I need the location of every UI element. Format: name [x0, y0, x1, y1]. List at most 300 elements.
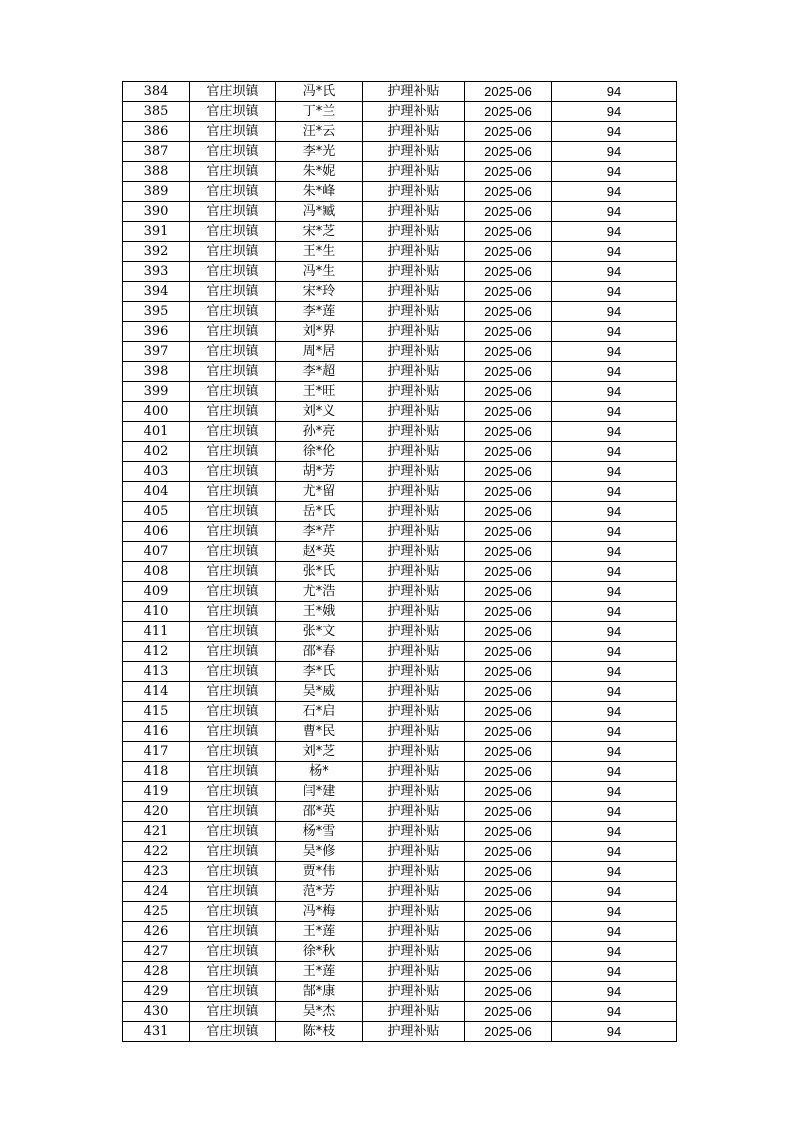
row-number-cell: 405: [123, 502, 190, 522]
table-row: [123, 402, 677, 422]
amount-cell: 94: [552, 882, 677, 902]
name-cell: 李*莲: [276, 302, 363, 322]
subsidy-type-cell: 护理补贴: [363, 762, 465, 782]
subsidy-type-cell: 护理补贴: [363, 382, 465, 402]
name-cell: 朱*峰: [276, 182, 363, 202]
subsidy-type-cell: 护理补贴: [363, 922, 465, 942]
month-cell: 2025-06: [465, 342, 552, 362]
subsidy-type-cell: 护理补贴: [363, 902, 465, 922]
name-cell: 朱*妮: [276, 162, 363, 182]
name-cell: 吴*修: [276, 842, 363, 862]
month-cell: 2025-06: [465, 202, 552, 222]
table-row: [123, 142, 677, 162]
month-cell: 2025-06: [465, 702, 552, 722]
name-cell: 周*居: [276, 342, 363, 362]
amount-cell: 94: [552, 462, 677, 482]
name-cell: 冯*生: [276, 262, 363, 282]
amount-cell: 94: [552, 102, 677, 122]
town-cell: 官庄坝镇: [190, 542, 276, 562]
row-number-cell: 390: [123, 202, 190, 222]
month-cell: 2025-06: [465, 1002, 552, 1022]
row-number-cell: 401: [123, 422, 190, 442]
subsidy-type-cell: 护理补贴: [363, 662, 465, 682]
row-number-cell: 385: [123, 102, 190, 122]
subsidy-type-cell: 护理补贴: [363, 422, 465, 442]
subsidy-type-cell: 护理补贴: [363, 962, 465, 982]
subsidy-type-cell: 护理补贴: [363, 442, 465, 462]
subsidy-type-cell: 护理补贴: [363, 642, 465, 662]
name-cell: 冯*臧: [276, 202, 363, 222]
amount-cell: 94: [552, 242, 677, 262]
row-number-cell: 404: [123, 482, 190, 502]
table-row: [123, 922, 677, 942]
name-cell: 冯*氏: [276, 82, 363, 102]
subsidy-type-cell: 护理补贴: [363, 822, 465, 842]
month-cell: 2025-06: [465, 382, 552, 402]
subsidy-type-cell: 护理补贴: [363, 202, 465, 222]
amount-cell: 94: [552, 342, 677, 362]
month-cell: 2025-06: [465, 522, 552, 542]
table-row: [123, 902, 677, 922]
name-cell: 宋*玲: [276, 282, 363, 302]
name-cell: 岳*氏: [276, 502, 363, 522]
subsidy-type-cell: 护理补贴: [363, 282, 465, 302]
name-cell: 曹*民: [276, 722, 363, 742]
subsidy-type-cell: 护理补贴: [363, 322, 465, 342]
table-row: [123, 842, 677, 862]
name-cell: 张*文: [276, 622, 363, 642]
amount-cell: 94: [552, 642, 677, 662]
row-number-cell: 431: [123, 1022, 190, 1042]
table-row: [123, 862, 677, 882]
town-cell: 官庄坝镇: [190, 442, 276, 462]
row-number-cell: 420: [123, 802, 190, 822]
name-cell: 刘*界: [276, 322, 363, 342]
name-cell: 陈*枝: [276, 1022, 363, 1042]
amount-cell: 94: [552, 202, 677, 222]
table-row: [123, 382, 677, 402]
subsidy-type-cell: 护理补贴: [363, 722, 465, 742]
name-cell: 尤*浩: [276, 582, 363, 602]
name-cell: 尤*留: [276, 482, 363, 502]
town-cell: 官庄坝镇: [190, 882, 276, 902]
month-cell: 2025-06: [465, 902, 552, 922]
town-cell: 官庄坝镇: [190, 302, 276, 322]
town-cell: 官庄坝镇: [190, 122, 276, 142]
name-cell: 赵*英: [276, 542, 363, 562]
subsidy-type-cell: 护理补贴: [363, 882, 465, 902]
amount-cell: 94: [552, 582, 677, 602]
month-cell: 2025-06: [465, 662, 552, 682]
row-number-cell: 396: [123, 322, 190, 342]
amount-cell: 94: [552, 962, 677, 982]
name-cell: 王*莲: [276, 922, 363, 942]
row-number-cell: 392: [123, 242, 190, 262]
month-cell: 2025-06: [465, 502, 552, 522]
amount-cell: 94: [552, 562, 677, 582]
town-cell: 官庄坝镇: [190, 662, 276, 682]
table-row: [123, 662, 677, 682]
amount-cell: 94: [552, 702, 677, 722]
table-row: [123, 582, 677, 602]
name-cell: 宋*芝: [276, 222, 363, 242]
month-cell: 2025-06: [465, 602, 552, 622]
table-row: [123, 642, 677, 662]
row-number-cell: 412: [123, 642, 190, 662]
name-cell: 邵*英: [276, 802, 363, 822]
amount-cell: 94: [552, 742, 677, 762]
amount-cell: 94: [552, 942, 677, 962]
row-number-cell: 419: [123, 782, 190, 802]
subsidy-type-cell: 护理补贴: [363, 402, 465, 422]
town-cell: 官庄坝镇: [190, 682, 276, 702]
town-cell: 官庄坝镇: [190, 262, 276, 282]
name-cell: 吴*威: [276, 682, 363, 702]
row-number-cell: 389: [123, 182, 190, 202]
town-cell: 官庄坝镇: [190, 222, 276, 242]
subsidy-type-cell: 护理补贴: [363, 1002, 465, 1022]
table-row: [123, 702, 677, 722]
table-row: [123, 722, 677, 742]
row-number-cell: 393: [123, 262, 190, 282]
row-number-cell: 428: [123, 962, 190, 982]
month-cell: 2025-06: [465, 782, 552, 802]
name-cell: 李*氏: [276, 662, 363, 682]
row-number-cell: 394: [123, 282, 190, 302]
town-cell: 官庄坝镇: [190, 562, 276, 582]
town-cell: 官庄坝镇: [190, 742, 276, 762]
subsidy-type-cell: 护理补贴: [363, 742, 465, 762]
row-number-cell: 388: [123, 162, 190, 182]
row-number-cell: 387: [123, 142, 190, 162]
town-cell: 官庄坝镇: [190, 402, 276, 422]
name-cell: 杨*雪: [276, 822, 363, 842]
name-cell: 王*生: [276, 242, 363, 262]
town-cell: 官庄坝镇: [190, 802, 276, 822]
town-cell: 官庄坝镇: [190, 182, 276, 202]
table-row: [123, 442, 677, 462]
row-number-cell: 408: [123, 562, 190, 582]
table-row: [123, 262, 677, 282]
amount-cell: 94: [552, 362, 677, 382]
subsidy-type-cell: 护理补贴: [363, 562, 465, 582]
table-row: [123, 522, 677, 542]
town-cell: 官庄坝镇: [190, 242, 276, 262]
town-cell: 官庄坝镇: [190, 1002, 276, 1022]
month-cell: 2025-06: [465, 982, 552, 1002]
row-number-cell: 407: [123, 542, 190, 562]
table-row: [123, 502, 677, 522]
month-cell: 2025-06: [465, 802, 552, 822]
table-row: [123, 182, 677, 202]
table-row: [123, 342, 677, 362]
table-row: [123, 802, 677, 822]
row-number-cell: 418: [123, 762, 190, 782]
amount-cell: 94: [552, 842, 677, 862]
name-cell: 徐*伦: [276, 442, 363, 462]
month-cell: 2025-06: [465, 322, 552, 342]
table-row: [123, 102, 677, 122]
table-row: [123, 822, 677, 842]
name-cell: 孙*亮: [276, 422, 363, 442]
month-cell: 2025-06: [465, 182, 552, 202]
name-cell: 刘*义: [276, 402, 363, 422]
row-number-cell: 397: [123, 342, 190, 362]
subsidy-type-cell: 护理补贴: [363, 362, 465, 382]
month-cell: 2025-06: [465, 762, 552, 782]
table-row: [123, 1022, 677, 1042]
month-cell: 2025-06: [465, 462, 552, 482]
subsidy-type-cell: 护理补贴: [363, 582, 465, 602]
table-row: [123, 882, 677, 902]
town-cell: 官庄坝镇: [190, 462, 276, 482]
town-cell: 官庄坝镇: [190, 1022, 276, 1042]
row-number-cell: 417: [123, 742, 190, 762]
town-cell: 官庄坝镇: [190, 982, 276, 1002]
town-cell: 官庄坝镇: [190, 382, 276, 402]
row-number-cell: 410: [123, 602, 190, 622]
table-row: [123, 942, 677, 962]
row-number-cell: 421: [123, 822, 190, 842]
subsidy-type-cell: 护理补贴: [363, 122, 465, 142]
month-cell: 2025-06: [465, 282, 552, 302]
subsidy-type-cell: 护理补贴: [363, 242, 465, 262]
table-row: [123, 462, 677, 482]
row-number-cell: 398: [123, 362, 190, 382]
table-row: [123, 362, 677, 382]
row-number-cell: 430: [123, 1002, 190, 1022]
row-number-cell: 416: [123, 722, 190, 742]
amount-cell: 94: [552, 262, 677, 282]
subsidy-table: [122, 81, 677, 1042]
subsidy-type-cell: 护理补贴: [363, 142, 465, 162]
row-number-cell: 399: [123, 382, 190, 402]
row-number-cell: 409: [123, 582, 190, 602]
table-row: [123, 602, 677, 622]
town-cell: 官庄坝镇: [190, 702, 276, 722]
subsidy-type-cell: 护理补贴: [363, 262, 465, 282]
month-cell: 2025-06: [465, 482, 552, 502]
month-cell: 2025-06: [465, 842, 552, 862]
town-cell: 官庄坝镇: [190, 582, 276, 602]
subsidy-type-cell: 护理补贴: [363, 462, 465, 482]
month-cell: 2025-06: [465, 742, 552, 762]
row-number-cell: 406: [123, 522, 190, 542]
amount-cell: 94: [552, 142, 677, 162]
amount-cell: 94: [552, 622, 677, 642]
month-cell: 2025-06: [465, 442, 552, 462]
town-cell: 官庄坝镇: [190, 602, 276, 622]
table-row: [123, 1002, 677, 1022]
amount-cell: 94: [552, 982, 677, 1002]
amount-cell: 94: [552, 222, 677, 242]
table-row: [123, 202, 677, 222]
name-cell: 李*超: [276, 362, 363, 382]
month-cell: 2025-06: [465, 242, 552, 262]
table-row: [123, 282, 677, 302]
name-cell: 徐*秋: [276, 942, 363, 962]
row-number-cell: 386: [123, 122, 190, 142]
amount-cell: 94: [552, 822, 677, 842]
subsidy-type-cell: 护理补贴: [363, 302, 465, 322]
month-cell: 2025-06: [465, 222, 552, 242]
table-body: [123, 82, 677, 1042]
amount-cell: 94: [552, 682, 677, 702]
amount-cell: 94: [552, 862, 677, 882]
town-cell: 官庄坝镇: [190, 622, 276, 642]
table-row: [123, 82, 677, 102]
town-cell: 官庄坝镇: [190, 362, 276, 382]
subsidy-type-cell: 护理补贴: [363, 682, 465, 702]
subsidy-type-cell: 护理补贴: [363, 342, 465, 362]
amount-cell: 94: [552, 802, 677, 822]
town-cell: 官庄坝镇: [190, 942, 276, 962]
name-cell: 刘*芝: [276, 742, 363, 762]
month-cell: 2025-06: [465, 1022, 552, 1042]
subsidy-type-cell: 护理补贴: [363, 82, 465, 102]
subsidy-type-cell: 护理补贴: [363, 842, 465, 862]
name-cell: 汪*云: [276, 122, 363, 142]
row-number-cell: 414: [123, 682, 190, 702]
row-number-cell: 425: [123, 902, 190, 922]
table-row: [123, 122, 677, 142]
amount-cell: 94: [552, 182, 677, 202]
name-cell: 郜*康: [276, 982, 363, 1002]
town-cell: 官庄坝镇: [190, 862, 276, 882]
amount-cell: 94: [552, 782, 677, 802]
amount-cell: 94: [552, 1002, 677, 1022]
name-cell: 闫*建: [276, 782, 363, 802]
row-number-cell: 429: [123, 982, 190, 1002]
table-row: [123, 302, 677, 322]
subsidy-type-cell: 护理补贴: [363, 522, 465, 542]
row-number-cell: 422: [123, 842, 190, 862]
month-cell: 2025-06: [465, 162, 552, 182]
row-number-cell: 402: [123, 442, 190, 462]
amount-cell: 94: [552, 762, 677, 782]
name-cell: 冯*梅: [276, 902, 363, 922]
row-number-cell: 427: [123, 942, 190, 962]
name-cell: 邵*春: [276, 642, 363, 662]
subsidy-type-cell: 护理补贴: [363, 222, 465, 242]
row-number-cell: 415: [123, 702, 190, 722]
table-row: [123, 322, 677, 342]
amount-cell: 94: [552, 322, 677, 342]
subsidy-type-cell: 护理补贴: [363, 502, 465, 522]
month-cell: 2025-06: [465, 622, 552, 642]
subsidy-type-cell: 护理补贴: [363, 482, 465, 502]
amount-cell: 94: [552, 662, 677, 682]
town-cell: 官庄坝镇: [190, 202, 276, 222]
name-cell: 王*娥: [276, 602, 363, 622]
town-cell: 官庄坝镇: [190, 322, 276, 342]
name-cell: 吴*杰: [276, 1002, 363, 1022]
month-cell: 2025-06: [465, 862, 552, 882]
month-cell: 2025-06: [465, 302, 552, 322]
amount-cell: 94: [552, 382, 677, 402]
name-cell: 张*氏: [276, 562, 363, 582]
table-row: [123, 762, 677, 782]
name-cell: 王*旺: [276, 382, 363, 402]
table-row: [123, 782, 677, 802]
row-number-cell: 391: [123, 222, 190, 242]
month-cell: 2025-06: [465, 122, 552, 142]
town-cell: 官庄坝镇: [190, 342, 276, 362]
subsidy-type-cell: 护理补贴: [363, 162, 465, 182]
month-cell: 2025-06: [465, 262, 552, 282]
subsidy-type-cell: 护理补贴: [363, 702, 465, 722]
town-cell: 官庄坝镇: [190, 142, 276, 162]
town-cell: 官庄坝镇: [190, 482, 276, 502]
row-number-cell: 395: [123, 302, 190, 322]
subsidy-type-cell: 护理补贴: [363, 942, 465, 962]
town-cell: 官庄坝镇: [190, 502, 276, 522]
subsidy-type-cell: 护理补贴: [363, 1022, 465, 1042]
amount-cell: 94: [552, 422, 677, 442]
town-cell: 官庄坝镇: [190, 922, 276, 942]
month-cell: 2025-06: [465, 542, 552, 562]
subsidy-type-cell: 护理补贴: [363, 622, 465, 642]
name-cell: 丁*兰: [276, 102, 363, 122]
subsidy-type-cell: 护理补贴: [363, 982, 465, 1002]
amount-cell: 94: [552, 402, 677, 422]
row-number-cell: 400: [123, 402, 190, 422]
month-cell: 2025-06: [465, 882, 552, 902]
table-row: [123, 162, 677, 182]
amount-cell: 94: [552, 922, 677, 942]
town-cell: 官庄坝镇: [190, 962, 276, 982]
table-row: [123, 242, 677, 262]
row-number-cell: 424: [123, 882, 190, 902]
month-cell: 2025-06: [465, 142, 552, 162]
table-row: [123, 562, 677, 582]
amount-cell: 94: [552, 602, 677, 622]
month-cell: 2025-06: [465, 642, 552, 662]
row-number-cell: 411: [123, 622, 190, 642]
amount-cell: 94: [552, 442, 677, 462]
month-cell: 2025-06: [465, 402, 552, 422]
table-row: [123, 962, 677, 982]
subsidy-type-cell: 护理补贴: [363, 102, 465, 122]
table-row: [123, 422, 677, 442]
name-cell: 杨*: [276, 762, 363, 782]
table-row: [123, 682, 677, 702]
amount-cell: 94: [552, 542, 677, 562]
amount-cell: 94: [552, 482, 677, 502]
name-cell: 胡*芳: [276, 462, 363, 482]
month-cell: 2025-06: [465, 562, 552, 582]
amount-cell: 94: [552, 162, 677, 182]
month-cell: 2025-06: [465, 922, 552, 942]
town-cell: 官庄坝镇: [190, 422, 276, 442]
subsidy-type-cell: 护理补贴: [363, 602, 465, 622]
month-cell: 2025-06: [465, 942, 552, 962]
subsidy-type-cell: 护理补贴: [363, 862, 465, 882]
town-cell: 官庄坝镇: [190, 822, 276, 842]
subsidy-type-cell: 护理补贴: [363, 802, 465, 822]
month-cell: 2025-06: [465, 822, 552, 842]
amount-cell: 94: [552, 302, 677, 322]
amount-cell: 94: [552, 722, 677, 742]
row-number-cell: 384: [123, 82, 190, 102]
town-cell: 官庄坝镇: [190, 282, 276, 302]
name-cell: 贾*伟: [276, 862, 363, 882]
town-cell: 官庄坝镇: [190, 722, 276, 742]
row-number-cell: 426: [123, 922, 190, 942]
amount-cell: 94: [552, 902, 677, 922]
month-cell: 2025-06: [465, 82, 552, 102]
row-number-cell: 423: [123, 862, 190, 882]
